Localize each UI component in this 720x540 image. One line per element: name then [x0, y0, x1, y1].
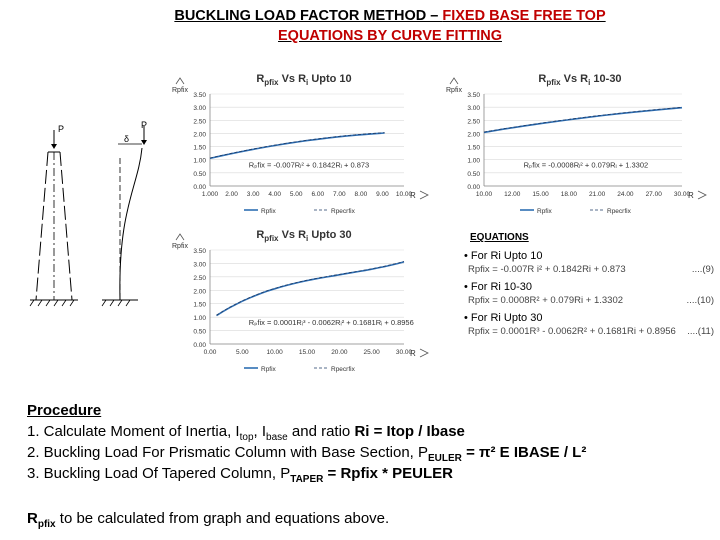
x-tick-label: 3.00 [246, 191, 260, 198]
y-tick-label: 2.50 [193, 274, 206, 282]
x-tick-label: 18.00 [560, 191, 577, 198]
y-tick-label: 3.50 [193, 92, 206, 99]
procedure-title: Procedure [27, 402, 102, 419]
x-axis-arrow [420, 191, 428, 199]
x-tick-label: 1.000 [201, 191, 219, 198]
y-tick-label: 0.50 [193, 170, 206, 178]
equation-number: ....(11) [687, 326, 714, 337]
y-tick-label: 1.50 [467, 144, 480, 152]
tapered-column-sketch [20, 118, 170, 318]
y-tick-label: 0.50 [467, 170, 480, 178]
y-axis-label: Rpfix [172, 243, 188, 250]
x-tick-label: 10.00 [266, 349, 283, 356]
y-tick-label: 2.00 [193, 288, 206, 296]
y-tick-label: 3.00 [467, 105, 480, 113]
load-label-left: P [58, 124, 65, 134]
equation-block [464, 312, 714, 337]
equation-text: Rpfix = 0.0001R³ - 0.0062R² + 0.1681Ri + 0.8956 [468, 326, 676, 337]
x-tick-label: 2.00 [225, 191, 238, 198]
legend-label: Rpecrfix [331, 208, 355, 215]
y-tick-label: 2.50 [193, 118, 206, 126]
trendline-equation: Rₚfix = -0.007Rᵢ² + 0.1842Rᵢ + 0.873 [248, 160, 370, 170]
series-line-Rpfix [217, 262, 405, 316]
y-axis-label: Rpfix [172, 87, 188, 94]
title-line-2: EQUATIONS BY CURVE FITTING [278, 28, 502, 44]
trendline-equation: Rₚfix = -0.0008Rᵢ² + 0.079Rᵢ + 1.3302 [523, 160, 649, 170]
x-tick-label: 24.00 [617, 191, 634, 198]
equation-row [464, 326, 714, 337]
x-tick-label: 15.00 [298, 349, 316, 356]
y-tick-label: 2.00 [467, 131, 480, 139]
chart-rpfix-10-30 [442, 68, 718, 220]
x-tick-label: 27.00 [645, 191, 662, 198]
x-axis-arrow [420, 349, 428, 357]
procedure-step-1: 1. Calculate Moment of Inertia, $I_{top}$, $I_{base}$ and ratio Ri = Itop / Ibase [27, 423, 465, 443]
chart-panel-10-30 [442, 68, 718, 220]
y-axis-arrow [176, 234, 184, 240]
x-tick-label: 5.00 [289, 191, 303, 198]
y-tick-label: 3.50 [193, 248, 206, 255]
chart-title: $R_{pfix}$ Vs $R_i$ Upto 10 [256, 73, 352, 87]
equations-list [464, 250, 714, 343]
x-tick-label: 6.00 [311, 191, 325, 198]
y-tick-label: 1.00 [193, 157, 206, 165]
buckled-column-shape [120, 148, 142, 300]
base-hatching-left [30, 300, 74, 306]
x-tick-label: 30.00 [673, 191, 691, 198]
legend-label: Rpfix [261, 366, 276, 373]
procedure-step-3: 3. Buckling Load Of Tapered Column, $P_{TAPER}$ = Rpfix * PEULER [27, 465, 453, 485]
y-tick-label: 3.50 [467, 92, 480, 99]
y-axis-arrow [176, 78, 184, 84]
procedure-section [27, 400, 717, 484]
y-tick-label: 0.50 [193, 328, 206, 336]
legend-label: Rpfix [261, 208, 276, 215]
x-axis-label: R [410, 191, 416, 200]
y-tick-label: 3.00 [193, 105, 206, 113]
chart-title: $R_{pfix}$ Vs $R_i$ Upto 30 [256, 229, 352, 243]
equation-number: ....(9) [691, 264, 714, 275]
y-tick-label: 0.00 [467, 184, 480, 191]
page-title [0, 6, 720, 46]
equation-block [464, 250, 714, 275]
equation-number: ....(10) [686, 295, 714, 306]
x-tick-label: 10.00 [395, 191, 413, 198]
x-tick-label: 0.00 [203, 349, 217, 356]
title-line-1-black: BUCKLING LOAD FACTOR METHOD – [174, 8, 443, 24]
base-hatching-right [102, 300, 130, 306]
x-axis-label: R [688, 191, 694, 200]
x-tick-label: 25.00 [363, 349, 380, 356]
equation-label: • For Ri Upto 10 [464, 250, 543, 262]
y-tick-label: 1.00 [193, 315, 206, 323]
chart-panel-upto-30 [168, 224, 440, 378]
load-label-right: P [141, 120, 148, 130]
equation-text: Rpfix = 0.0008R² + 0.079Ri + 1.3302 [468, 295, 624, 306]
y-tick-label: 1.50 [193, 144, 206, 152]
legend-label: Rpecrfix [331, 366, 355, 373]
y-tick-label: 0.00 [193, 184, 206, 191]
load-arrowhead-left [51, 144, 57, 149]
x-tick-label: 7.00 [333, 191, 346, 198]
equation-row [464, 295, 714, 306]
chart-panel-upto-10 [168, 68, 440, 220]
series-line-Rpfix [210, 133, 385, 158]
procedure-step-2: 2. Buckling Load For Prismatic Column with Base Section, $P_{EULER} = \pi^2$ E IBASE / L² [27, 444, 587, 464]
x-tick-label: 5.00 [236, 349, 249, 356]
x-tick-label: 8.00 [354, 191, 368, 198]
x-tick-label: 15.00 [532, 191, 549, 198]
y-tick-label: 0.00 [193, 342, 206, 349]
chart-title: $R_{pfix}$ Vs $R_i$ 10-30 [538, 73, 622, 87]
equation-text: Rpfix = -0.007R i² + 0.1842Ri + 0.873 [468, 264, 626, 275]
y-tick-label: 2.00 [193, 131, 206, 139]
equation-label: • For Ri Upto 30 [464, 312, 543, 324]
chart-rpfix-upto-30 [168, 224, 440, 378]
equations-heading: EQUATIONS [470, 232, 529, 243]
x-tick-label: 20.00 [331, 349, 348, 356]
legend-label: Rpecrfix [607, 208, 631, 215]
y-axis-arrow [450, 78, 458, 84]
y-tick-label: 3.00 [193, 261, 206, 269]
y-axis-label: Rpfix [446, 87, 462, 94]
series-line-Rpecrfix [217, 262, 405, 316]
chart-rpfix-upto-10 [168, 68, 440, 220]
legend-label: Rpfix [537, 208, 552, 215]
x-tick-label: 9.00 [376, 191, 389, 198]
equation-row [464, 264, 714, 275]
trendline-equation: Rₚfix = 0.0001Rᵢ³ - 0.0062Rᵢ² + 0.1681Rᵢ + 0.8956 [248, 318, 414, 328]
series-line-Rpecrfix [210, 133, 385, 158]
title-line-1 [0, 6, 720, 26]
x-axis-label: R [410, 349, 416, 358]
equation-label: • For Ri 10-30 [464, 281, 533, 293]
y-tick-label: 2.50 [467, 118, 480, 126]
equation-block [464, 281, 714, 306]
column-right-edge [60, 152, 72, 300]
x-tick-label: 21.00 [589, 191, 606, 198]
equations-panel [442, 224, 718, 378]
procedure-note: $R_{pfix}$ to be calculated from graph and equations above. [27, 510, 390, 530]
ratio-formula: Ri = Itop / Ibase [354, 423, 465, 440]
column-left-edge [36, 152, 48, 300]
euler-formula: = π² E IBASE / L² [461, 444, 587, 461]
y-tick-label: 1.00 [467, 157, 480, 165]
x-tick-label: 10.00 [475, 191, 493, 198]
x-tick-label: 4.00 [268, 191, 281, 198]
y-tick-label: 1.50 [193, 301, 206, 309]
title-line-1-red: FIXED BASE FREE TOP [442, 8, 606, 24]
x-axis-arrow [698, 191, 706, 199]
x-tick-label: 12.00 [504, 191, 521, 198]
x-tick-label: 30.00 [395, 349, 413, 356]
delta-label: δ [124, 134, 130, 144]
taper-formula: = Rpfix * PEULER [323, 465, 453, 482]
